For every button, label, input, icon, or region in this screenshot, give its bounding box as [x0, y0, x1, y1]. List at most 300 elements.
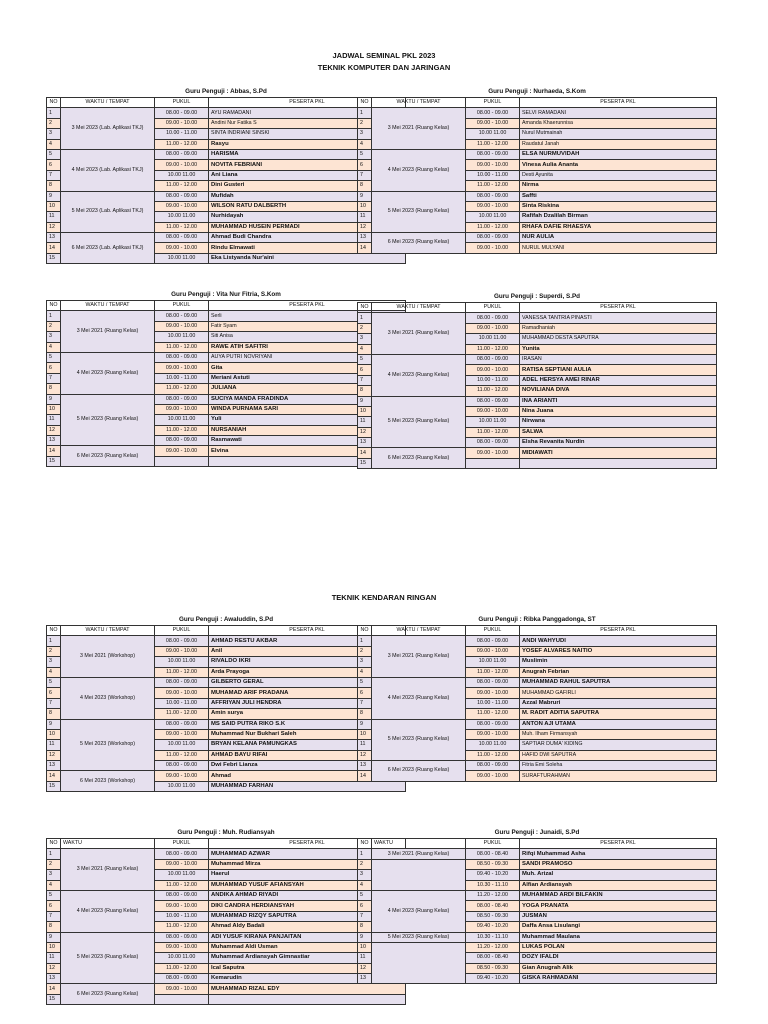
- table-row: [358, 233, 717, 243]
- row-number: 12: [47, 222, 61, 232]
- time-cell: 11.00 - 12.00: [466, 427, 520, 437]
- time-cell: 08.00 - 09.00: [466, 233, 520, 243]
- time-cell: 08.00 - 09.00: [155, 719, 209, 729]
- participant-name: Fatir Syam: [209, 321, 406, 331]
- participant-name: SURAFTURAHMAN: [520, 771, 717, 781]
- row-number: 4: [358, 880, 372, 890]
- time-cell: 08.00 - 09.00: [155, 890, 209, 900]
- time-cell: 09.00 - 10.00: [466, 771, 520, 781]
- time-cell: 08.00 - 09.00: [155, 849, 209, 859]
- table-row: [47, 771, 406, 781]
- header-pukul: PUKUL: [466, 303, 520, 313]
- row-number: 9: [47, 932, 61, 942]
- participant-name: Nirwana: [520, 417, 717, 427]
- row-number: 3: [47, 870, 61, 880]
- time-cell: 10.00 11.00: [155, 170, 209, 180]
- participant-name: Yuli: [209, 415, 406, 425]
- header-waktu: WAKTU / TEMPAT: [61, 626, 155, 636]
- header-no: NO: [358, 839, 372, 849]
- date-place-cell: 5 Mei 2023 (Lab. Aplikasi TKJ): [61, 191, 155, 233]
- participant-name: AUYA PUTRI NOVRIYANI: [209, 352, 406, 362]
- row-number: 5: [358, 890, 372, 900]
- time-cell: 09.00 - 10.00: [466, 243, 520, 253]
- header-waktu: WAKTU / TEMPAT: [372, 303, 466, 313]
- header-no: NO: [47, 98, 61, 108]
- document-title: JADWAL SEMINAL PKL 2023: [332, 51, 436, 60]
- row-number: 10: [358, 406, 372, 416]
- time-cell: 08.00 - 09.00: [155, 352, 209, 362]
- row-number: 9: [358, 396, 372, 406]
- participant-name: Nurhidayah: [209, 212, 406, 222]
- table-row: [47, 311, 406, 321]
- participant-name: Kemarudin: [209, 974, 406, 984]
- row-number: 5: [47, 352, 61, 362]
- table-row: [47, 394, 406, 404]
- time-cell: 08.50 - 09.30: [466, 859, 520, 869]
- participant-name: SUCIYA MANDA FRADINDA: [209, 394, 406, 404]
- time-cell: 09.40 - 10.20: [466, 870, 520, 880]
- header-no: NO: [47, 839, 61, 849]
- participant-name: ADI YUSUF KIRANA PANJAITAN: [209, 932, 406, 942]
- time-cell: 09.00 - 10.00: [155, 859, 209, 869]
- time-cell: 10.00 11.00: [466, 740, 520, 750]
- participant-name: MS SAID PUTRA RIKO S.K: [209, 719, 406, 729]
- time-cell: 11.00 - 12.00: [466, 181, 520, 191]
- date-place-cell: 5 Mei 2023 (Ruang Kelas): [372, 191, 466, 233]
- participant-name: Muhammad Aldi Usman: [209, 942, 406, 952]
- time-cell: 10.00 11.00: [155, 332, 209, 342]
- table-row: [358, 396, 717, 406]
- row-number: 2: [47, 859, 61, 869]
- header-no: NO: [358, 626, 372, 636]
- row-number: 5: [358, 354, 372, 364]
- header-pukul: PUKUL: [466, 626, 520, 636]
- row-number: 13: [47, 761, 61, 771]
- table-row: [358, 677, 717, 687]
- time-cell: 11.00 - 12.00: [466, 222, 520, 232]
- table-row: [47, 890, 406, 900]
- time-cell: 10.00 11.00: [155, 415, 209, 425]
- time-cell: 10.00 11.00: [155, 781, 209, 791]
- row-number: 7: [47, 373, 61, 383]
- time-cell: 08.00 - 09.00: [466, 677, 520, 687]
- row-number: 13: [47, 233, 61, 243]
- date-place-cell: 3 Mei 2021 (Ruang Kelas): [372, 108, 466, 150]
- time-cell: 10.00 11.00: [466, 657, 520, 667]
- table-row: [358, 191, 717, 201]
- header-waktu: WAKTU / TEMPAT: [61, 301, 155, 311]
- date-place-cell: 5 Mei 2023 (Workshop): [61, 719, 155, 771]
- time-cell: 08.50 - 09.30: [466, 911, 520, 921]
- row-number: 9: [358, 932, 372, 942]
- row-number: 5: [47, 677, 61, 687]
- date-place-cell: 5 Mei 2023 (Ruang Kelas): [372, 396, 466, 448]
- row-number: 1: [47, 311, 61, 321]
- row-number: 14: [47, 446, 61, 456]
- time-cell: 08.00 - 09.00: [466, 149, 520, 159]
- date-place-cell: 3 Mei 2021 (Ruang Kelas): [372, 849, 466, 859]
- participant-name: AHMAD BAYU RIFAI: [209, 750, 406, 760]
- row-number: 4: [47, 342, 61, 352]
- header-no: NO: [358, 303, 372, 313]
- date-place-cell: [372, 859, 466, 890]
- row-number: 8: [47, 384, 61, 394]
- header-no: NO: [47, 301, 61, 311]
- row-number: 7: [47, 911, 61, 921]
- schedule-table: [357, 838, 717, 984]
- header-peserta: PESERTA PKL: [520, 303, 717, 313]
- header-pukul: PUKUL: [466, 98, 520, 108]
- participant-name: Amin surya: [209, 709, 406, 719]
- row-number: 15: [47, 253, 61, 263]
- participant-name: M. RADIT ADITIA SAPUTRA: [520, 709, 717, 719]
- participant-name: Haerul: [209, 870, 406, 880]
- row-number: 15: [47, 456, 61, 466]
- date-place-cell: 6 Mei 2023 (Ruang Kelas): [372, 233, 466, 254]
- row-number: 3: [358, 657, 372, 667]
- time-cell: 08.00 - 09.00: [155, 974, 209, 984]
- participant-name: WINDA PURNAMA SARI: [209, 404, 406, 414]
- participant-name: RATISA SEPTIANI AULIA: [520, 365, 717, 375]
- row-number: 1: [47, 849, 61, 859]
- date-place-cell: 3 Mei 2021 (Ruang Kelas): [372, 313, 466, 355]
- header-waktu: WAKTU / TEMPAT: [372, 98, 466, 108]
- row-number: 4: [358, 667, 372, 677]
- time-cell: 10.00 11.00: [155, 740, 209, 750]
- row-number: 6: [358, 160, 372, 170]
- participant-name: MUHAMMAD RIZAL EDY: [209, 984, 406, 994]
- date-place-cell: 4 Mei 2023 (Workshop): [61, 677, 155, 719]
- time-cell: 09.00 - 10.00: [155, 118, 209, 128]
- participant-name: SINTA INDRIANI SINSKI: [209, 129, 406, 139]
- time-cell: 10.00 11.00: [155, 657, 209, 667]
- time-cell: 08.00 - 09.00: [466, 313, 520, 323]
- time-cell: 10.00 11.00: [155, 212, 209, 222]
- row-number: 8: [358, 181, 372, 191]
- participant-name: Rifqi Muhammad Asha: [520, 849, 717, 859]
- time-cell: 09.00 - 10.00: [155, 160, 209, 170]
- header-pukul: PUKUL: [466, 839, 520, 849]
- participant-name: HAFID DWI SAPUTRA: [520, 750, 717, 760]
- participant-name: SANDI PRAMOSO: [520, 859, 717, 869]
- row-number: 3: [358, 334, 372, 344]
- date-place-cell: [372, 942, 466, 984]
- row-number: 11: [47, 415, 61, 425]
- row-number: 5: [47, 890, 61, 900]
- table-row: [358, 448, 717, 458]
- time-cell: 08.00 - 09.00: [155, 233, 209, 243]
- time-cell: 10.00 - 11.00: [466, 698, 520, 708]
- participant-name: Raudatul Janah: [520, 139, 717, 149]
- row-number: 11: [358, 417, 372, 427]
- participant-name: Mufidah: [209, 191, 406, 201]
- row-number: 9: [47, 719, 61, 729]
- participant-name: Yunita: [520, 344, 717, 354]
- header-peserta: PESERTA PKL: [209, 839, 406, 849]
- time-cell: 09.00 - 10.00: [466, 448, 520, 458]
- participant-name: Ical Saputra: [209, 963, 406, 973]
- header-peserta: PESERTA PKL: [520, 626, 717, 636]
- time-cell: 10.00 - 11.00: [155, 911, 209, 921]
- row-number: 7: [358, 375, 372, 385]
- schedule-table: [357, 302, 717, 469]
- row-number: 7: [47, 698, 61, 708]
- row-number: 9: [47, 394, 61, 404]
- examiner-caption: Guru Penguji : Abbas, S.Pd: [185, 88, 267, 95]
- time-cell: 08.00 - 09.00: [155, 191, 209, 201]
- schedule-table-ribka: [357, 615, 717, 782]
- row-number: 14: [47, 984, 61, 994]
- table-header-row: [358, 626, 717, 636]
- table-header-row: [358, 98, 717, 108]
- time-cell: 10.00 - 11.00: [155, 129, 209, 139]
- row-number: 3: [47, 657, 61, 667]
- date-place-cell: 4 Mei 2023 (Ruang Kelas): [372, 354, 466, 396]
- row-number: 10: [47, 729, 61, 739]
- time-cell: 11.00 - 12.00: [155, 963, 209, 973]
- date-place-cell: 3 Mei 2021 (Ruang Kelas): [372, 636, 466, 678]
- header-peserta: PESERTA PKL: [209, 626, 406, 636]
- row-number: 1: [358, 636, 372, 646]
- header-peserta: PESERTA PKL: [520, 98, 717, 108]
- row-number: 10: [358, 729, 372, 739]
- participant-name: Ahmad Aldy Badali: [209, 922, 406, 932]
- time-cell: 08.00 - 09.00: [466, 438, 520, 448]
- table-row: [47, 446, 406, 456]
- row-number: 15: [47, 994, 61, 1004]
- row-number: 1: [358, 849, 372, 859]
- row-number: 5: [47, 149, 61, 159]
- table-row: [358, 890, 717, 900]
- participant-name: IRASAN: [520, 354, 717, 364]
- time-cell: 09.00 - 10.00: [155, 446, 209, 456]
- time-cell: 11.00 - 12.00: [155, 384, 209, 394]
- date-place-cell: 6 Mei 2023 (Ruang Kelas): [372, 761, 466, 782]
- time-cell: 11.00 - 12.00: [155, 222, 209, 232]
- participant-name: SELVI RAMADANI: [520, 108, 717, 118]
- table-row: [47, 677, 406, 687]
- table-row: [47, 233, 406, 243]
- table-row: [358, 719, 717, 729]
- participant-name: Elsha Revanita Nurdin: [520, 438, 717, 448]
- participant-name: Muh. Ilham Firmansyah: [520, 729, 717, 739]
- row-number: 2: [358, 323, 372, 333]
- time-cell: 08.00 - 09.00: [155, 394, 209, 404]
- time-cell: 08.00 - 08.40: [466, 901, 520, 911]
- participant-name: Desti Ayunita: [520, 170, 717, 180]
- row-number: 14: [47, 771, 61, 781]
- row-number: 1: [358, 108, 372, 118]
- header-waktu: WAKTU: [61, 839, 155, 849]
- row-number: 12: [47, 963, 61, 973]
- time-cell: 08.00 - 09.00: [155, 311, 209, 321]
- date-place-cell: 5 Mei 2023 (Ruang Kelas): [61, 932, 155, 984]
- time-cell: 08.00 - 09.00: [466, 719, 520, 729]
- time-cell: 11.00 - 12.00: [466, 139, 520, 149]
- header-peserta: PESERTA PKL: [209, 98, 406, 108]
- row-number: 14: [358, 448, 372, 458]
- time-cell: 08.00 - 09.00: [466, 108, 520, 118]
- row-number: 11: [358, 212, 372, 222]
- table-header-row: [47, 626, 406, 636]
- row-number: 4: [358, 344, 372, 354]
- participant-name: AFFRIYAN JULI HENDRA: [209, 698, 406, 708]
- row-number: 4: [358, 139, 372, 149]
- table-header-row: [47, 839, 406, 849]
- header-waktu: WAKTU / TEMPAT: [372, 626, 466, 636]
- participant-name: MUHAMMAD HUSEIN PERMADI: [209, 222, 406, 232]
- table-row: [358, 354, 717, 364]
- participant-name: MUHAMMAD GAFIRLI: [520, 688, 717, 698]
- participant-name: Nurul Mutmainah: [520, 129, 717, 139]
- participant-name: RIVALDO IKRI: [209, 657, 406, 667]
- participant-name: MUHAMMAD ARDI BILFAKIN: [520, 890, 717, 900]
- participant-name: Ahmad Budi Chandra: [209, 233, 406, 243]
- time-cell: 08.00 - 09.00: [155, 932, 209, 942]
- time-cell: 10.30 - 11.10: [466, 880, 520, 890]
- header-no: NO: [358, 98, 372, 108]
- participant-name: [520, 458, 717, 468]
- time-cell: 09.00 - 10.00: [466, 646, 520, 656]
- row-number: 2: [47, 321, 61, 331]
- time-cell: 09.00 - 10.00: [466, 365, 520, 375]
- participant-name: Gita: [209, 363, 406, 373]
- participant-name: HARISMA: [209, 149, 406, 159]
- time-cell: 08.00 - 09.00: [155, 636, 209, 646]
- date-place-cell: 4 Mei 2023 (Lab. Aplikasi TKJ): [61, 149, 155, 191]
- date-place-cell: 3 Mei 2021 (Ruang Kelas): [61, 311, 155, 353]
- table-row: [358, 859, 717, 869]
- row-number: 8: [358, 709, 372, 719]
- date-place-cell: 4 Mei 2023 (Ruang Kelas): [61, 890, 155, 932]
- time-cell: 11.00 - 12.00: [155, 425, 209, 435]
- time-cell: 11.00 - 12.00: [466, 386, 520, 396]
- participant-name: Nina Juana: [520, 406, 717, 416]
- row-number: 12: [358, 222, 372, 232]
- table-row: [358, 942, 717, 952]
- time-cell: 08.00 - 09.00: [155, 108, 209, 118]
- row-number: 3: [47, 332, 61, 342]
- participant-name: Fitria Emi Soleha: [520, 761, 717, 771]
- participant-name: Alfian Ardiansyah: [520, 880, 717, 890]
- time-cell: 11.00 - 12.00: [155, 750, 209, 760]
- participant-name: VANESSA TANTRIA PINASTI: [520, 313, 717, 323]
- participant-name: Gian Anugrah Alik: [520, 963, 717, 973]
- participant-name: Elvina: [209, 446, 406, 456]
- row-number: 10: [47, 201, 61, 211]
- examiner-caption: Guru Penguji : Superdi, S.Pd: [493, 293, 581, 300]
- examiner-caption: Guru Penguji : Ribka Panggadonga, ST: [478, 616, 596, 623]
- participant-name: Rasyu: [209, 139, 406, 149]
- row-number: 6: [47, 688, 61, 698]
- row-number: 9: [358, 191, 372, 201]
- time-cell: 11.00 - 12.00: [155, 922, 209, 932]
- row-number: 12: [47, 750, 61, 760]
- schedule-table: [46, 300, 406, 467]
- row-number: 13: [358, 233, 372, 243]
- row-number: 5: [358, 149, 372, 159]
- participant-name: NUR AULIA: [520, 233, 717, 243]
- table-row: [358, 636, 717, 646]
- time-cell: 08.00 - 09.00: [466, 636, 520, 646]
- participant-name: DOZY IFALDI: [520, 953, 717, 963]
- time-cell: 09.00 - 10.00: [155, 729, 209, 739]
- time-cell: 10.30 - 11.10: [466, 932, 520, 942]
- participant-name: AYU RAMADANI: [209, 108, 406, 118]
- examiner-caption: Guru Penguji : Junaidi, S.Pd: [494, 829, 580, 836]
- row-number: 4: [47, 667, 61, 677]
- participant-name: NOVITA FEBRIANI: [209, 160, 406, 170]
- time-cell: 11.00 - 12.00: [155, 342, 209, 352]
- schedule-table: [357, 97, 717, 254]
- participant-name: MUHAMAD ARIF PRADANA: [209, 688, 406, 698]
- row-number: 1: [47, 108, 61, 118]
- table-row: [358, 849, 717, 859]
- table-header-row: [358, 303, 717, 313]
- participant-name: MIDIAWATI: [520, 448, 717, 458]
- schedule-table: [46, 838, 406, 1005]
- row-number: 15: [47, 781, 61, 791]
- time-cell: 08.00 - 09.00: [466, 396, 520, 406]
- time-cell: 08.00 - 09.00: [466, 761, 520, 771]
- date-place-cell: 3 Mei 2021 (Workshop): [61, 636, 155, 678]
- time-cell: 09.00 - 10.00: [155, 901, 209, 911]
- row-number: 8: [47, 922, 61, 932]
- participant-name: NURSANIAH: [209, 425, 406, 435]
- participant-name: YOGA PRANATA: [520, 901, 717, 911]
- row-number: 11: [358, 953, 372, 963]
- date-place-cell: 5 Mei 2023 (Ruang Kelas): [61, 394, 155, 446]
- date-place-cell: 6 Mei 2023 (Ruang Kelas): [61, 984, 155, 1005]
- row-number: 9: [358, 719, 372, 729]
- participant-name: MUHAMMAD FARHAN: [209, 781, 406, 791]
- table-row: [47, 191, 406, 201]
- time-cell: 11.20 - 12.00: [466, 942, 520, 952]
- row-number: 13: [47, 436, 61, 446]
- time-cell: 10.00 11.00: [466, 334, 520, 344]
- time-cell: [466, 458, 520, 468]
- schedule-table: [46, 97, 406, 264]
- table-row: [358, 313, 717, 323]
- time-cell: 09.00 - 10.00: [466, 323, 520, 333]
- schedule-table-abbas: [46, 87, 406, 264]
- participant-name: Muhammad Maulana: [520, 932, 717, 942]
- time-cell: 10.00 11.00: [466, 129, 520, 139]
- participant-name: Serli: [209, 311, 406, 321]
- row-number: 8: [47, 181, 61, 191]
- schedule-table-vita: [46, 290, 406, 467]
- row-number: 5: [358, 677, 372, 687]
- participant-name: Dwi Febri Lianza: [209, 761, 406, 771]
- participant-name: WILSON RATU DALBERTH: [209, 201, 406, 211]
- participant-name: NURUL MULYANI: [520, 243, 717, 253]
- row-number: 8: [358, 386, 372, 396]
- time-cell: 10.00 - 11.00: [155, 373, 209, 383]
- time-cell: 11.00 - 12.00: [155, 667, 209, 677]
- time-cell: 08.00 - 08.40: [466, 849, 520, 859]
- schedule-table-junaidi: [357, 828, 717, 984]
- table-row: [47, 108, 406, 118]
- time-cell: 09.00 - 10.00: [466, 118, 520, 128]
- participant-name: Vinesa Aulia Ananta: [520, 160, 717, 170]
- table-row: [47, 719, 406, 729]
- time-cell: 08.00 - 09.00: [155, 436, 209, 446]
- table-row: [47, 352, 406, 362]
- row-number: 4: [47, 880, 61, 890]
- participant-name: Anugrah Febrian: [520, 667, 717, 677]
- date-place-cell: 5 Mei 2023 (Ruang Kelas): [372, 719, 466, 761]
- participant-name: Meriani Astuti: [209, 373, 406, 383]
